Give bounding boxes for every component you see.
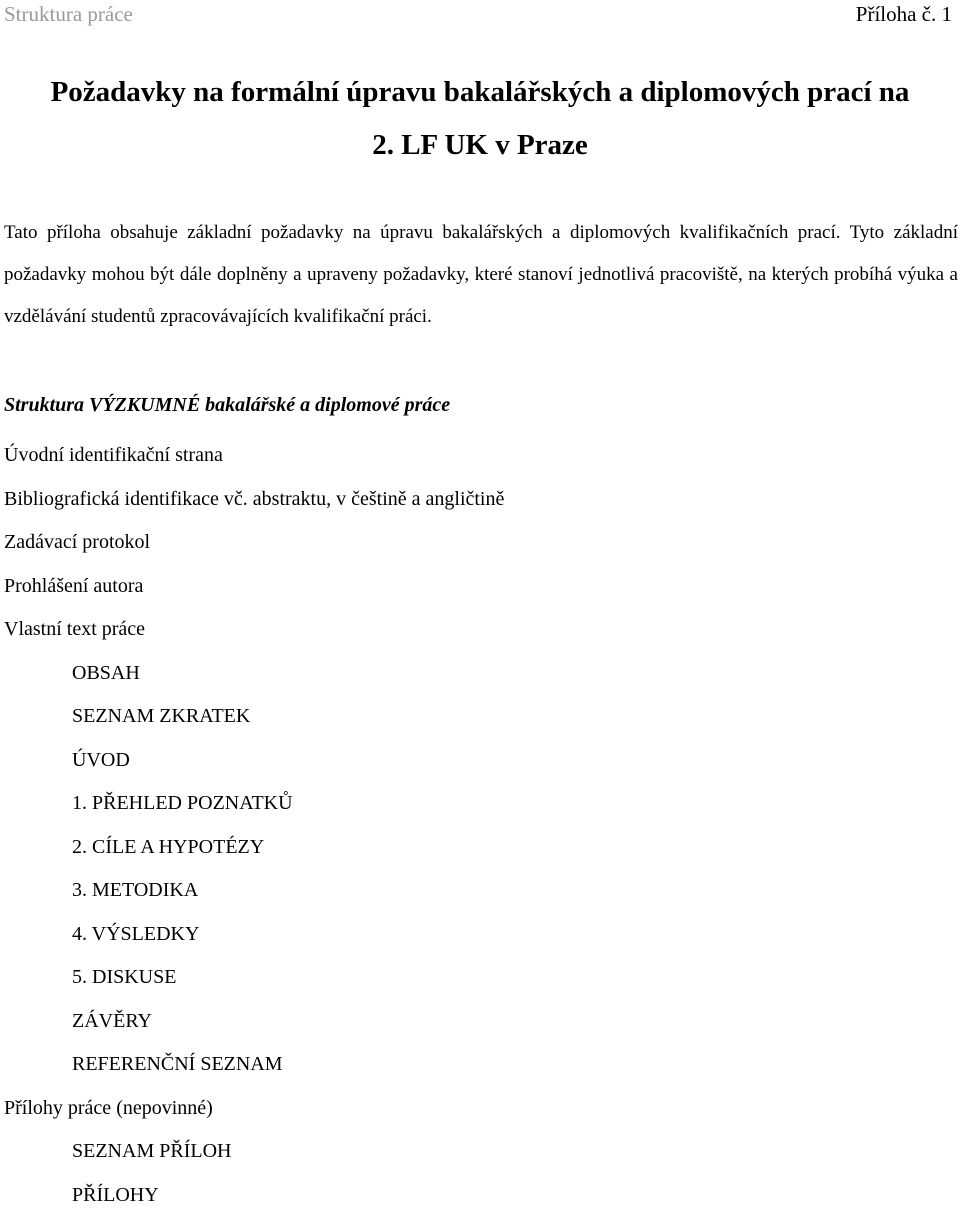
document-title-line-1: Požadavky na formální úpravu bakalářských a diplomových prací na	[51, 76, 910, 108]
structure-item: Prohlášení autora	[4, 565, 504, 609]
header-appendix-label: Příloha č. 1	[856, 0, 952, 28]
structure-item: 5. DISKUSE	[4, 956, 504, 1000]
structure-item: Přílohy práce (nepovinné)	[4, 1087, 504, 1131]
structure-item: 4. VÝSLEDKY	[4, 913, 504, 957]
structure-list	[4, 434, 504, 1217]
structure-item: OBSAH	[4, 652, 504, 696]
document-title	[0, 66, 960, 172]
structure-item: SEZNAM PŘÍLOH	[4, 1130, 504, 1174]
structure-item: PŘÍLOHY	[4, 1174, 504, 1217]
intro-paragraph: Tato příloha obsahuje základní požadavky na úpravu bakalářských a diplomových kvalifikačních prací. Tyto základní požadavky mohou být dále doplněny a upraveny požadavky, které stanoví jednotlivá pracoviště, na kterých probíhá výuka a vzdělávání studentů zpracovávajících kvalifikační práci.	[4, 212, 958, 338]
document-title-line-2: 2. LF UK v Praze	[372, 129, 588, 161]
structure-item: Úvodní identifikační strana	[4, 434, 504, 478]
structure-item: 1. PŘEHLED POZNATKŮ	[4, 782, 504, 826]
structure-item: 3. METODIKA	[4, 869, 504, 913]
section-heading: Struktura VÝZKUMNÉ bakalářské a diplomové práce	[4, 384, 450, 426]
structure-item: ZÁVĚRY	[4, 1000, 504, 1044]
structure-item: REFERENČNÍ SEZNAM	[4, 1043, 504, 1087]
page-header	[4, 0, 952, 28]
structure-item: ÚVOD	[4, 739, 504, 783]
structure-item: Vlastní text práce	[4, 608, 504, 652]
structure-item: 2. CÍLE A HYPOTÉZY	[4, 826, 504, 870]
structure-item: Bibliografická identifikace vč. abstraktu, v češtině a angličtině	[4, 478, 504, 522]
header-section-name: Struktura práce	[4, 0, 133, 28]
structure-item: Zadávací protokol	[4, 521, 504, 565]
structure-item: SEZNAM ZKRATEK	[4, 695, 504, 739]
